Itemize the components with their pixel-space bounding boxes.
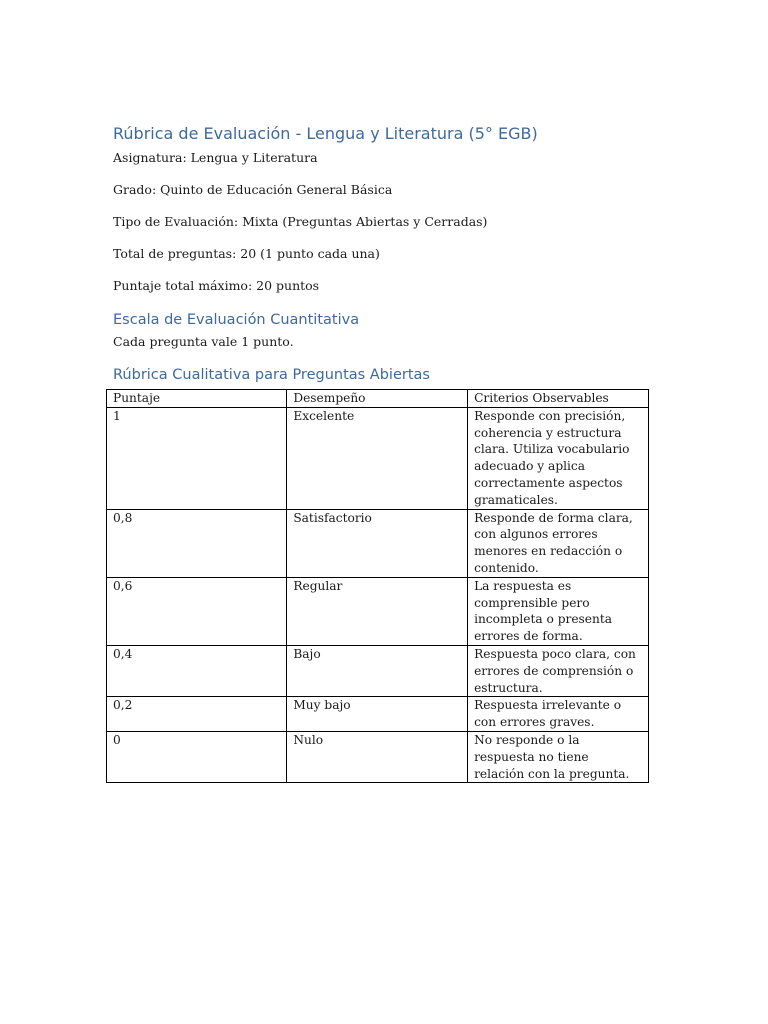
info-grade: Grado: Quinto de Educación General Básica xyxy=(113,182,393,197)
cell-score: 0,4 xyxy=(107,645,287,696)
table-row xyxy=(107,697,649,732)
section-heading-quantitative: Escala de Evaluación Cuantitativa xyxy=(113,312,360,328)
info-total-questions: Total de preguntas: 20 (1 punto cada una) xyxy=(113,246,380,261)
header-criteria: Criterios Observables xyxy=(468,390,649,408)
cell-score: 0,6 xyxy=(107,577,287,645)
cell-performance: Nulo xyxy=(287,731,468,782)
cell-criteria: Responde con precisión, coherencia y estructura clara. Utiliza vocabulario adecuado y aplica correctamente aspectos gramaticales. xyxy=(468,407,649,509)
header-score: Puntaje xyxy=(107,390,287,408)
cell-score: 1 xyxy=(107,407,287,509)
document-title: Rúbrica de Evaluación - Lengua y Literatura (5° EGB) xyxy=(113,124,538,143)
cell-performance: Regular xyxy=(287,577,468,645)
table-row xyxy=(107,731,649,782)
section-heading-qualitative: Rúbrica Cualitativa para Preguntas Abiertas xyxy=(113,367,430,383)
table-header-row xyxy=(107,390,649,408)
cell-criteria: La respuesta es comprensible pero incompleta o presenta errores de forma. xyxy=(468,577,649,645)
rubric-table xyxy=(106,389,649,783)
cell-performance: Bajo xyxy=(287,645,468,696)
cell-criteria: Respuesta irrelevante o con errores graves. xyxy=(468,697,649,732)
section-text-quantitative: Cada pregunta vale 1 punto. xyxy=(113,334,294,349)
cell-performance: Muy bajo xyxy=(287,697,468,732)
info-evaluation-type: Tipo de Evaluación: Mixta (Preguntas Abiertas y Cerradas) xyxy=(113,214,488,229)
table-row xyxy=(107,645,649,696)
cell-score: 0,8 xyxy=(107,509,287,577)
info-max-score: Puntaje total máximo: 20 puntos xyxy=(113,278,320,293)
info-subject: Asignatura: Lengua y Literatura xyxy=(113,150,318,165)
cell-score: 0,2 xyxy=(107,697,287,732)
cell-criteria: No responde o la respuesta no tiene relación con la pregunta. xyxy=(468,731,649,782)
cell-criteria: Respuesta poco clara, con errores de comprensión o estructura. xyxy=(468,645,649,696)
cell-criteria: Responde de forma clara, con algunos errores menores en redacción o contenido. xyxy=(468,509,649,577)
table-row xyxy=(107,407,649,509)
table-row xyxy=(107,577,649,645)
header-performance: Desempeño xyxy=(287,390,468,408)
cell-performance: Excelente xyxy=(287,407,468,509)
cell-performance: Satisfactorio xyxy=(287,509,468,577)
table-row xyxy=(107,509,649,577)
cell-score: 0 xyxy=(107,731,287,782)
